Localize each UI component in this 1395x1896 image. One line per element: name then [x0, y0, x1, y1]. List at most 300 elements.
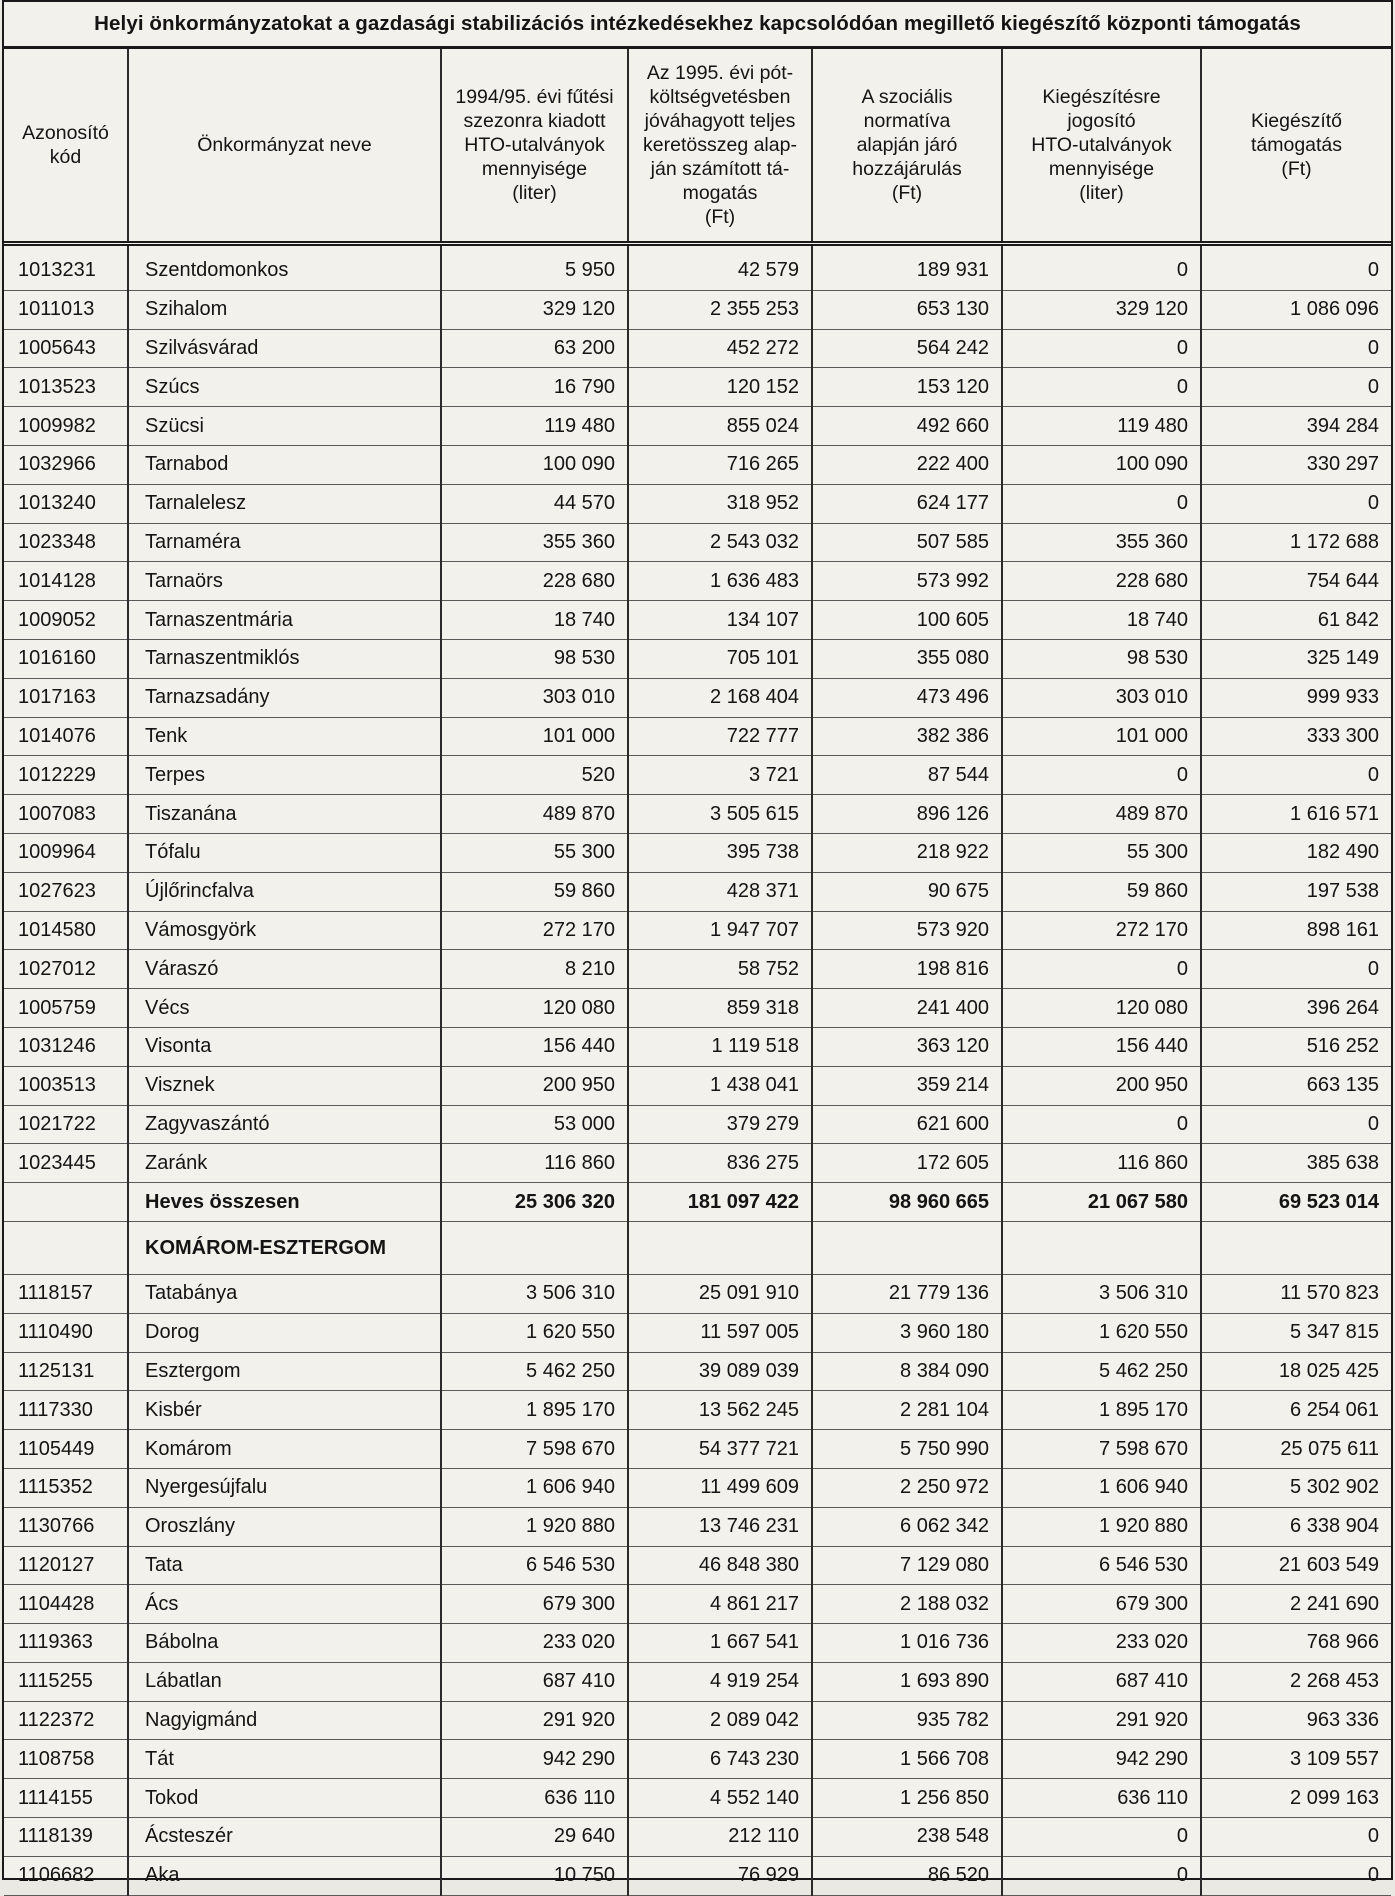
table-title: Helyi önkormányzatokat a gazdasági stabilizációs intézkedésekhez kapcsolódóan megillető kiegészítő központi támogatás — [4, 2, 1391, 49]
table-row — [4, 1430, 1391, 1469]
table-row — [4, 795, 1391, 834]
column-header-code — [4, 49, 128, 244]
column-header-line: 1994/95. évi fűtési — [455, 86, 614, 108]
cell-support: 0 — [1201, 1818, 1391, 1857]
table-row — [4, 1313, 1391, 1352]
cell-social: 218 922 — [812, 833, 1002, 872]
table-row — [4, 445, 1391, 484]
cell-hto: 25 306 320 — [441, 1183, 628, 1222]
cell-code: 1120127 — [4, 1546, 128, 1585]
cell-social: 3 960 180 — [812, 1313, 1002, 1352]
cell-support: 1 616 571 — [1201, 795, 1391, 834]
cell-support: 0 — [1201, 756, 1391, 795]
cell-code: 1023348 — [4, 523, 128, 562]
cell-name: Szihalom — [128, 290, 441, 329]
cell-budget: 2 168 404 — [628, 678, 812, 717]
cell-social: 573 920 — [812, 911, 1002, 950]
column-header-line: (liter) — [512, 182, 557, 204]
cell-eligible: 156 440 — [1002, 1027, 1201, 1066]
cell-support: 963 336 — [1201, 1701, 1391, 1740]
cell-social: 2 281 104 — [812, 1391, 1002, 1430]
cell-eligible: 120 080 — [1002, 989, 1201, 1028]
cell-eligible: 119 480 — [1002, 407, 1201, 446]
cell-budget: 836 275 — [628, 1144, 812, 1183]
cell-hto: 63 200 — [441, 329, 628, 368]
cell-support: 6 254 061 — [1201, 1391, 1391, 1430]
cell-social: 100 605 — [812, 601, 1002, 640]
table-row — [4, 1105, 1391, 1144]
column-header-line: szezonra kiadott — [463, 110, 606, 132]
cell-support: 663 135 — [1201, 1066, 1391, 1105]
cell-hto: 116 860 — [441, 1144, 628, 1183]
cell-eligible: 101 000 — [1002, 717, 1201, 756]
column-header-line: támogatás — [1250, 134, 1343, 156]
section-heading-row — [4, 1221, 1391, 1274]
cell-name: Tarnazsadány — [128, 678, 441, 717]
cell-code: 1130766 — [4, 1507, 128, 1546]
table-row — [4, 1144, 1391, 1183]
column-header-line: normatíva — [863, 110, 951, 132]
cell-code: 1119363 — [4, 1624, 128, 1663]
column-header-budget — [628, 49, 812, 244]
cell-eligible: 687 410 — [1002, 1662, 1201, 1701]
cell-eligible: 1 920 880 — [1002, 1507, 1201, 1546]
table-row — [4, 290, 1391, 329]
cell-social: 222 400 — [812, 445, 1002, 484]
column-header-line: mennyisége — [481, 158, 588, 180]
cell-hto: 98 530 — [441, 639, 628, 678]
table-row — [4, 1507, 1391, 1546]
column-header-line: ján számított tá- — [650, 158, 790, 180]
table-row — [4, 756, 1391, 795]
cell-budget: 859 318 — [628, 989, 812, 1028]
cell-social: 564 242 — [812, 329, 1002, 368]
table-row — [4, 1066, 1391, 1105]
cell-eligible: 303 010 — [1002, 678, 1201, 717]
cell-support: 11 570 823 — [1201, 1274, 1391, 1313]
header-row — [4, 49, 1391, 244]
cell-budget: 11 499 609 — [628, 1468, 812, 1507]
cell-name: Tát — [128, 1740, 441, 1779]
cell-budget: 705 101 — [628, 639, 812, 678]
cell-name: Nagyigmánd — [128, 1701, 441, 1740]
cell-social: 653 130 — [812, 290, 1002, 329]
table-row — [4, 717, 1391, 756]
cell-hto: 120 080 — [441, 989, 628, 1028]
cell-code — [4, 1221, 128, 1274]
cell-eligible: 1 895 170 — [1002, 1391, 1201, 1430]
cell-budget: 46 848 380 — [628, 1546, 812, 1585]
cell-social: 363 120 — [812, 1027, 1002, 1066]
table-row — [4, 1818, 1391, 1857]
table-row — [4, 1740, 1391, 1779]
cell-budget: 2 543 032 — [628, 523, 812, 562]
column-header-line: mogatás — [682, 182, 758, 204]
cell-eligible: 233 020 — [1002, 1624, 1201, 1663]
cell-social: 6 062 342 — [812, 1507, 1002, 1546]
cell-budget: 1 119 518 — [628, 1027, 812, 1066]
cell-hto: 272 170 — [441, 911, 628, 950]
cell-code: 1017163 — [4, 678, 128, 717]
cell-name: Nyergesújfalu — [128, 1468, 441, 1507]
cell-social: 8 384 090 — [812, 1352, 1002, 1391]
cell-social: 2 250 972 — [812, 1468, 1002, 1507]
cell-name: Esztergom — [128, 1352, 441, 1391]
cell-name: Aka — [128, 1856, 441, 1895]
cell-eligible: 100 090 — [1002, 445, 1201, 484]
cell-budget: 1 947 707 — [628, 911, 812, 950]
cell-code: 1115352 — [4, 1468, 128, 1507]
cell-budget: 4 552 140 — [628, 1779, 812, 1818]
cell-support: 768 966 — [1201, 1624, 1391, 1663]
cell-eligible: 0 — [1002, 756, 1201, 795]
table-row — [4, 950, 1391, 989]
cell-support: 21 603 549 — [1201, 1546, 1391, 1585]
cell-name: Lábatlan — [128, 1662, 441, 1701]
cell-budget: 42 579 — [628, 244, 812, 291]
cell-eligible — [1002, 1221, 1201, 1274]
cell-support: 0 — [1201, 484, 1391, 523]
cell-name: Heves összesen — [128, 1183, 441, 1222]
cell-budget: 3 505 615 — [628, 795, 812, 834]
cell-social: 473 496 — [812, 678, 1002, 717]
cell-name: Szilvásvárad — [128, 329, 441, 368]
cell-hto: 489 870 — [441, 795, 628, 834]
table-row — [4, 1546, 1391, 1585]
cell-hto: 16 790 — [441, 368, 628, 407]
cell-social: 87 544 — [812, 756, 1002, 795]
column-header-line: költségvetésben — [649, 86, 791, 108]
data-table — [4, 49, 1391, 1896]
cell-budget: 716 265 — [628, 445, 812, 484]
cell-social: 7 129 080 — [812, 1546, 1002, 1585]
cell-eligible: 0 — [1002, 484, 1201, 523]
cell-code: 1007083 — [4, 795, 128, 834]
cell-name: Tata — [128, 1546, 441, 1585]
cell-hto: 6 546 530 — [441, 1546, 628, 1585]
cell-name: Szentdomonkos — [128, 244, 441, 291]
cell-eligible: 0 — [1002, 1818, 1201, 1857]
cell-hto: 100 090 — [441, 445, 628, 484]
cell-code: 1115255 — [4, 1662, 128, 1701]
cell-hto: 1 606 940 — [441, 1468, 628, 1507]
cell-hto: 329 120 — [441, 290, 628, 329]
cell-name: Váraszó — [128, 950, 441, 989]
cell-code: 1032966 — [4, 445, 128, 484]
column-header-eligible — [1002, 49, 1201, 244]
cell-name: Komárom — [128, 1430, 441, 1469]
cell-code — [4, 1183, 128, 1222]
cell-name: Tiszanána — [128, 795, 441, 834]
cell-name: Tarnaszentmária — [128, 601, 441, 640]
cell-eligible: 679 300 — [1002, 1585, 1201, 1624]
cell-name: Tenk — [128, 717, 441, 756]
cell-support: 25 075 611 — [1201, 1430, 1391, 1469]
cell-support: 385 638 — [1201, 1144, 1391, 1183]
cell-budget: 2 355 253 — [628, 290, 812, 329]
document-page — [2, 0, 1393, 1887]
table-row — [4, 989, 1391, 1028]
table-body — [4, 244, 1391, 1896]
cell-code: 1013231 — [4, 244, 128, 291]
cell-code: 1118157 — [4, 1274, 128, 1313]
cell-hto: 101 000 — [441, 717, 628, 756]
cell-hto: 200 950 — [441, 1066, 628, 1105]
column-header-line: (Ft) — [1281, 158, 1312, 180]
cell-budget: 318 952 — [628, 484, 812, 523]
cell-support: 394 284 — [1201, 407, 1391, 446]
cell-support: 2 099 163 — [1201, 1779, 1391, 1818]
cell-budget: 13 746 231 — [628, 1507, 812, 1546]
table-row — [4, 601, 1391, 640]
column-header-line: (Ft) — [891, 182, 923, 204]
table-row — [4, 368, 1391, 407]
cell-hto — [441, 1221, 628, 1274]
cell-budget: 379 279 — [628, 1105, 812, 1144]
cell-name: Tarnaszentmiklós — [128, 639, 441, 678]
cell-code: 1108758 — [4, 1740, 128, 1779]
cell-eligible: 329 120 — [1002, 290, 1201, 329]
cell-hto: 233 020 — [441, 1624, 628, 1663]
column-header-line: HTO-utalványok — [464, 134, 605, 156]
column-header-line: A szociális — [861, 86, 953, 108]
cell-name: Zaránk — [128, 1144, 441, 1183]
cell-eligible: 18 740 — [1002, 601, 1201, 640]
column-header-hto — [441, 49, 628, 244]
cell-social: 198 816 — [812, 950, 1002, 989]
cell-social: 624 177 — [812, 484, 1002, 523]
cell-support: 999 933 — [1201, 678, 1391, 717]
cell-support: 69 523 014 — [1201, 1183, 1391, 1222]
cell-hto: 355 360 — [441, 523, 628, 562]
table-header — [4, 49, 1391, 244]
cell-hto: 53 000 — [441, 1105, 628, 1144]
cell-name: Bábolna — [128, 1624, 441, 1663]
cell-support: 325 149 — [1201, 639, 1391, 678]
cell-name: Tarnalelesz — [128, 484, 441, 523]
cell-code: 1031246 — [4, 1027, 128, 1066]
cell-code: 1014580 — [4, 911, 128, 950]
cell-eligible: 59 860 — [1002, 872, 1201, 911]
cell-budget: 3 721 — [628, 756, 812, 795]
table-row — [4, 1662, 1391, 1701]
cell-hto: 303 010 — [441, 678, 628, 717]
cell-support: 0 — [1201, 329, 1391, 368]
column-header-line: kód — [49, 146, 82, 168]
cell-social: 5 750 990 — [812, 1430, 1002, 1469]
cell-name: Dorog — [128, 1313, 441, 1352]
cell-hto: 636 110 — [441, 1779, 628, 1818]
cell-social: 1 566 708 — [812, 1740, 1002, 1779]
cell-code: 1122372 — [4, 1701, 128, 1740]
cell-code: 1118139 — [4, 1818, 128, 1857]
table-row — [4, 872, 1391, 911]
table-row — [4, 1701, 1391, 1740]
cell-hto: 228 680 — [441, 562, 628, 601]
cell-social: 1 693 890 — [812, 1662, 1002, 1701]
cell-name: Oroszlány — [128, 1507, 441, 1546]
cell-eligible: 228 680 — [1002, 562, 1201, 601]
cell-name: Tarnaméra — [128, 523, 441, 562]
cell-budget: 2 089 042 — [628, 1701, 812, 1740]
cell-social — [812, 1221, 1002, 1274]
table-row — [4, 1391, 1391, 1430]
cell-name: Újlőrincfalva — [128, 872, 441, 911]
column-header-line: Azonosító — [22, 122, 109, 144]
cell-budget — [628, 1221, 812, 1274]
cell-code: 1013240 — [4, 484, 128, 523]
cell-support: 898 161 — [1201, 911, 1391, 950]
cell-budget: 428 371 — [628, 872, 812, 911]
cell-support: 396 264 — [1201, 989, 1391, 1028]
cell-eligible: 291 920 — [1002, 1701, 1201, 1740]
cell-code: 1106682 — [4, 1856, 128, 1895]
cell-eligible: 21 067 580 — [1002, 1183, 1201, 1222]
cell-name: Ács — [128, 1585, 441, 1624]
cell-eligible: 0 — [1002, 1856, 1201, 1895]
cell-hto: 156 440 — [441, 1027, 628, 1066]
cell-social: 621 600 — [812, 1105, 1002, 1144]
cell-hto: 520 — [441, 756, 628, 795]
column-header-support — [1201, 49, 1391, 244]
cell-support: 197 538 — [1201, 872, 1391, 911]
cell-code: 1125131 — [4, 1352, 128, 1391]
cell-eligible: 0 — [1002, 950, 1201, 989]
cell-budget: 58 752 — [628, 950, 812, 989]
cell-support: 0 — [1201, 950, 1391, 989]
cell-support: 3 109 557 — [1201, 1740, 1391, 1779]
cell-hto: 1 920 880 — [441, 1507, 628, 1546]
table-row — [4, 407, 1391, 446]
cell-eligible: 489 870 — [1002, 795, 1201, 834]
cell-support: 333 300 — [1201, 717, 1391, 756]
table-row — [4, 911, 1391, 950]
cell-support: 5 347 815 — [1201, 1313, 1391, 1352]
cell-budget: 4 861 217 — [628, 1585, 812, 1624]
table-row — [4, 639, 1391, 678]
cell-social: 90 675 — [812, 872, 1002, 911]
column-header-line: keretösszeg alap- — [643, 134, 797, 156]
cell-code: 1027623 — [4, 872, 128, 911]
column-header-line: Kiegészítésre — [1042, 86, 1161, 108]
table-row — [4, 1352, 1391, 1391]
cell-name: Tófalu — [128, 833, 441, 872]
cell-code: 1117330 — [4, 1391, 128, 1430]
cell-hto: 10 750 — [441, 1856, 628, 1895]
cell-name: Terpes — [128, 756, 441, 795]
cell-name: Vécs — [128, 989, 441, 1028]
cell-support: 2 241 690 — [1201, 1585, 1391, 1624]
table-row — [4, 523, 1391, 562]
cell-support: 6 338 904 — [1201, 1507, 1391, 1546]
table-row — [4, 1624, 1391, 1663]
column-header-line: Kiegészítő — [1250, 110, 1343, 132]
cell-budget: 1 667 541 — [628, 1624, 812, 1663]
cell-budget: 855 024 — [628, 407, 812, 446]
cell-budget: 13 562 245 — [628, 1391, 812, 1430]
cell-social: 172 605 — [812, 1144, 1002, 1183]
cell-code: 1014076 — [4, 717, 128, 756]
column-header-name — [128, 49, 441, 244]
cell-hto: 291 920 — [441, 1701, 628, 1740]
cell-social: 492 660 — [812, 407, 1002, 446]
cell-name: Visznek — [128, 1066, 441, 1105]
cell-social: 21 779 136 — [812, 1274, 1002, 1313]
cell-eligible: 636 110 — [1002, 1779, 1201, 1818]
cell-name: Tokod — [128, 1779, 441, 1818]
cell-name: Vámosgyörk — [128, 911, 441, 950]
cell-social: 573 992 — [812, 562, 1002, 601]
cell-social: 359 214 — [812, 1066, 1002, 1105]
cell-eligible: 116 860 — [1002, 1144, 1201, 1183]
column-header-line: mennyisége — [1048, 158, 1155, 180]
cell-support: 754 644 — [1201, 562, 1391, 601]
cell-hto: 5 462 250 — [441, 1352, 628, 1391]
cell-name: Tatabánya — [128, 1274, 441, 1313]
cell-hto: 5 950 — [441, 244, 628, 291]
cell-social: 896 126 — [812, 795, 1002, 834]
cell-budget: 134 107 — [628, 601, 812, 640]
cell-name: KOMÁROM-ESZTERGOM — [128, 1221, 441, 1274]
cell-social: 935 782 — [812, 1701, 1002, 1740]
cell-social: 238 548 — [812, 1818, 1002, 1857]
cell-name: Szúcs — [128, 368, 441, 407]
column-header-line: jogosító — [1067, 110, 1136, 132]
cell-hto: 29 640 — [441, 1818, 628, 1857]
cell-social: 1 256 850 — [812, 1779, 1002, 1818]
cell-name: Visonta — [128, 1027, 441, 1066]
cell-eligible: 272 170 — [1002, 911, 1201, 950]
table-row — [4, 1274, 1391, 1313]
cell-eligible: 355 360 — [1002, 523, 1201, 562]
column-header-line: jóváhagyott teljes — [644, 110, 796, 132]
column-header-line: (Ft) — [704, 206, 736, 228]
cell-hto: 1 895 170 — [441, 1391, 628, 1430]
cell-support: 0 — [1201, 1856, 1391, 1895]
cell-social: 86 520 — [812, 1856, 1002, 1895]
table-row — [4, 329, 1391, 368]
cell-hto: 679 300 — [441, 1585, 628, 1624]
cell-social: 153 120 — [812, 368, 1002, 407]
table-row — [4, 1585, 1391, 1624]
cell-budget: 181 097 422 — [628, 1183, 812, 1222]
cell-name: Kisbér — [128, 1391, 441, 1430]
table-row — [4, 1856, 1391, 1895]
cell-name: Ácsteszér — [128, 1818, 441, 1857]
cell-code: 1012229 — [4, 756, 128, 795]
column-header-line: alapján járó — [856, 134, 958, 156]
cell-support: 0 — [1201, 244, 1391, 291]
cell-hto: 44 570 — [441, 484, 628, 523]
cell-social: 98 960 665 — [812, 1183, 1002, 1222]
cell-budget: 1 636 483 — [628, 562, 812, 601]
cell-budget: 6 743 230 — [628, 1740, 812, 1779]
cell-social: 382 386 — [812, 717, 1002, 756]
cell-eligible: 0 — [1002, 1105, 1201, 1144]
cell-social: 507 585 — [812, 523, 1002, 562]
cell-budget: 120 152 — [628, 368, 812, 407]
cell-support: 182 490 — [1201, 833, 1391, 872]
cell-hto: 687 410 — [441, 1662, 628, 1701]
cell-code: 1105449 — [4, 1430, 128, 1469]
cell-name: Tarnabod — [128, 445, 441, 484]
cell-hto: 59 860 — [441, 872, 628, 911]
table-row — [4, 244, 1391, 291]
cell-support: 2 268 453 — [1201, 1662, 1391, 1701]
table-row — [4, 1468, 1391, 1507]
cell-support: 1 086 096 — [1201, 290, 1391, 329]
cell-code: 1009982 — [4, 407, 128, 446]
